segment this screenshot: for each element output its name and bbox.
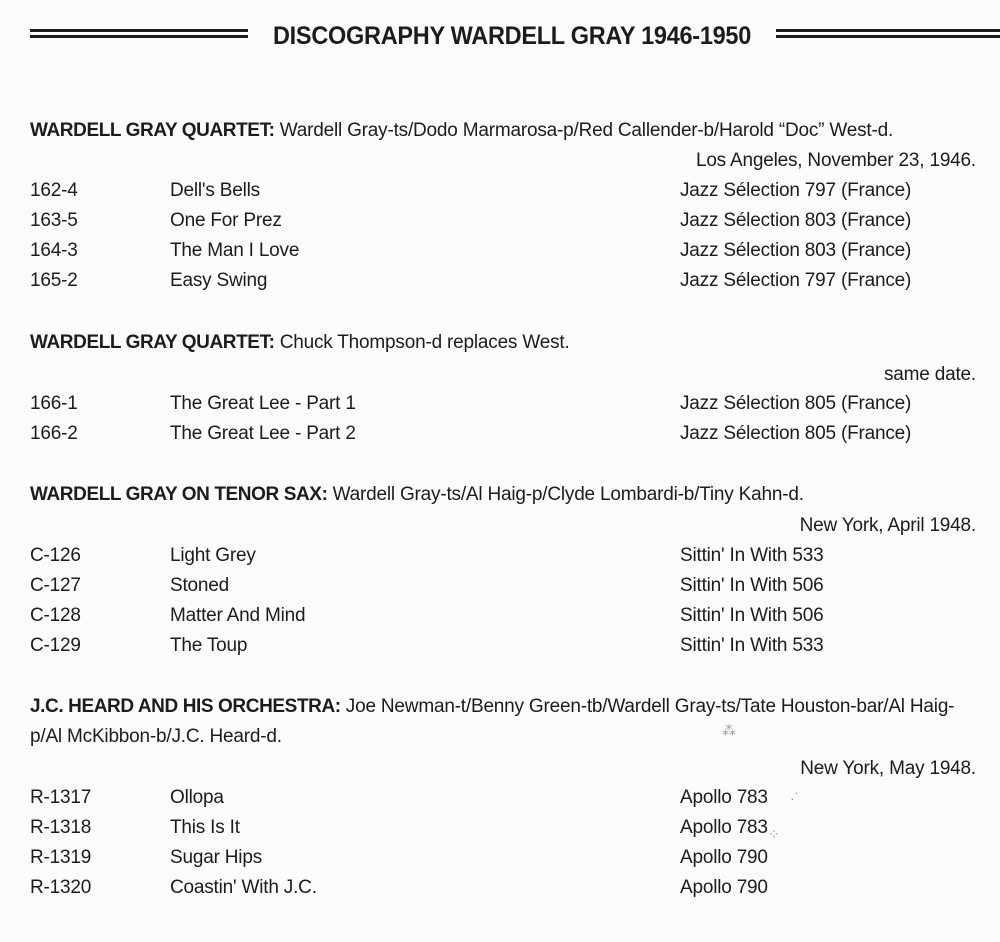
track-title: This Is It [170, 817, 240, 838]
band-name: WARDELL GRAY QUARTET: [30, 332, 275, 353]
track-title: The Man I Love [170, 240, 300, 261]
matrix-number: 162-4 [30, 180, 78, 201]
matrix-number: 164-3 [30, 240, 78, 261]
track-row [0, 266, 1000, 296]
track-row [0, 843, 1000, 873]
track-row [0, 813, 1000, 843]
record-label: Jazz Sélection 797 (France) [680, 180, 912, 201]
page-header [0, 18, 1000, 58]
session-lineup [30, 328, 980, 358]
record-label: Sittin' In With 533 [680, 545, 824, 566]
print-speck: ⁘ [768, 826, 780, 842]
track-title: Coastin' With J.C. [170, 877, 317, 898]
track-row [0, 571, 1000, 601]
band-name: WARDELL GRAY ON TENOR SAX: [30, 484, 328, 505]
matrix-number: R-1317 [30, 787, 92, 808]
matrix-number: 166-2 [30, 423, 78, 444]
record-label: Apollo 790 [680, 847, 768, 868]
track-row [0, 631, 1000, 661]
track-title: The Great Lee - Part 2 [170, 423, 356, 444]
page-title: DISCOGRAPHY WARDELL GRAY 1946-1950 [272, 22, 751, 50]
session-lineup [30, 692, 980, 752]
session-lineup [30, 116, 980, 146]
record-label: Jazz Sélection 805 (France) [680, 423, 912, 444]
personnel: Wardell Gray-ts/Al Haig-p/Clyde Lombardi-b/Tiny Kahn-d. [327, 484, 804, 505]
track-title: Ollopa [170, 787, 224, 808]
track-row [0, 541, 1000, 571]
record-label: Jazz Sélection 803 (France) [680, 210, 912, 231]
record-label: Jazz Sélection 797 (France) [680, 270, 912, 291]
record-label: Apollo 783 [680, 787, 768, 808]
matrix-number: C-126 [30, 545, 81, 566]
track-title: Matter And Mind [170, 605, 306, 626]
matrix-number: 163-5 [30, 210, 78, 231]
band-name: J.C. HEARD AND HIS ORCHESTRA: [30, 696, 341, 717]
track-row [0, 419, 1000, 449]
record-label: Sittin' In With 506 [680, 575, 824, 596]
matrix-number: C-127 [30, 575, 81, 596]
session-place-date: Los Angeles, November 23, 1946. [695, 150, 976, 171]
record-label: Sittin' In With 506 [680, 605, 824, 626]
matrix-number: R-1319 [30, 847, 92, 868]
session-lineup [30, 480, 980, 510]
record-label: Jazz Sélection 805 (France) [680, 393, 912, 414]
track-row [0, 236, 1000, 266]
track-title: The Toup [170, 635, 248, 656]
track-row [0, 601, 1000, 631]
record-label: Jazz Sélection 803 (France) [680, 240, 912, 261]
matrix-number: 166-1 [30, 393, 78, 414]
session-place-date: New York, May 1948. [800, 758, 976, 779]
header-rule-left [30, 29, 248, 38]
personnel: Chuck Thompson-d replaces West. [274, 332, 570, 353]
header-rule-right [776, 29, 1000, 38]
band-name: WARDELL GRAY QUARTET: [30, 120, 275, 141]
track-title: One For Prez [170, 210, 282, 231]
matrix-number: C-129 [30, 635, 81, 656]
personnel: Joe Newman-t/Benny Green-tb/Wardell Gray-ts/Tate Houston-bar/Al Haig-p/Al McKibbon-b/J.C. Heard-d. [30, 696, 955, 747]
personnel: Wardell Gray-ts/Dodo Marmarosa-p/Red Callender-b/Harold “Doc” West-d. [274, 120, 894, 141]
track-row [0, 176, 1000, 206]
print-speck: ⁂ [722, 722, 736, 738]
track-title: Light Grey [170, 545, 256, 566]
matrix-number: R-1318 [30, 817, 92, 838]
matrix-number: 165-2 [30, 270, 78, 291]
track-row [0, 206, 1000, 236]
matrix-number: C-128 [30, 605, 81, 626]
track-row [0, 783, 1000, 813]
track-title: The Great Lee - Part 1 [170, 393, 356, 414]
record-label: Apollo 783 [680, 817, 768, 838]
matrix-number: R-1320 [30, 877, 92, 898]
track-title: Stoned [170, 575, 230, 596]
print-speck: ·˙ [790, 790, 800, 806]
session-place-date: New York, April 1948. [799, 515, 976, 536]
track-row [0, 873, 1000, 903]
record-label: Sittin' In With 533 [680, 635, 824, 656]
track-title: Sugar Hips [170, 847, 262, 868]
record-label: Apollo 790 [680, 877, 768, 898]
session-place-date: same date. [884, 364, 976, 385]
track-row [0, 389, 1000, 419]
track-title: Easy Swing [170, 270, 268, 291]
track-title: Dell's Bells [170, 180, 260, 201]
